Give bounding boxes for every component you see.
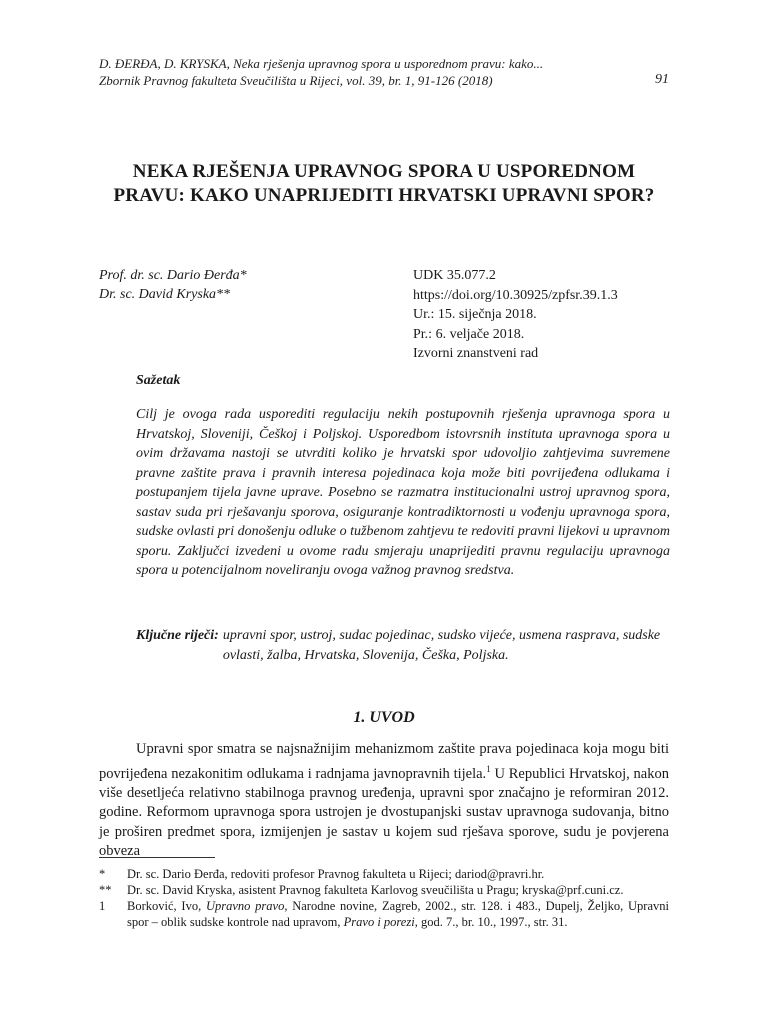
footnote-divider [99,857,215,858]
running-head-short-title: Neka rješenja upravnog spora u usporednom pravu: kako... [229,56,544,71]
keywords [136,626,670,665]
footnote-text: Dr. sc. David Kryska, asistent Pravnog fakulteta Karlovog sveučilišta u Pragu; kryska@prf.cuni.cz. [127,883,624,897]
footnote-mark: 1 [99,899,106,913]
footnote-text-part: , Narodne novine, Zagreb, 2002., str. 128. i 483., Dupelj, Željko, Upravni spor – oblik sudske kontrole nad upravom, [127,899,669,929]
running-head-authors: D. ĐERĐA, D. KRYSKA, [99,56,230,71]
doi-link[interactable]: https://doi.org/10.30925/zpfsr.39.1.3 [413,287,618,303]
footnote-text-part: Borković, Ivo, [127,899,206,913]
footnote-cited-journal: Pravo i porezi [343,915,415,929]
received-date: Ur.: 15. siječnja 2018. [413,307,537,322]
footnotes [99,866,669,930]
authors [99,266,247,304]
abstract-text: Cilj je ovoga rada usporediti regulaciju nekih postupovnih rješenja upravnoga spora u Hrvatskoj, Sloveniji, Češkoj i Poljskoj. Usporedbom istovrsnih instituta upravnoga spora u ovim državama nastoji se utvrditi koliko je hrvatski spor udovoljio zahtjevima suvremene pravne zaštite prava i pravnih interesa pojedinaca koja može biti povrijeđena odlukama i postupanjem tijela javne uprave. Posebno se razmatra institucionalni ustroj upravnog spora, sastav suda pri rješavanju sporova, osiguranje kontradiktornosti u vođenju upravnoga spora, sudske ovlasti pri donošenju odluke o tužbenom zahtjevu te redoviti pravni lijekovi u upravnom sporu. Zaključci izvedeni u ovome radu smjeraju unaprijediti pravnu regulaciju upravnoga spora u potencijalnom noveliranju ovoga važnog pravnog sredstva. [136,407,670,578]
author-1: Prof. dr. sc. Dario Đerđa* [99,268,247,283]
footnote-mark: ** [99,883,112,897]
intro-text-part2: U Republici Hrvatskoj, nakon više desetljeća relativno stabilnoga pravnog uređenja, upravni spor značajno je reformiran 2012. godine. Reformom upravnoga spora ustrojen je dvostupanjski sustav upravnoga sudovanja, bitno je proširen predmet spora, izmijenjen je sastav u kojem sud rješava sporove, sudu je povjerena obveza [99,765,669,860]
intro-text-part1: Upravni spor smatra se najsnažnijim mehanizmom zaštite prava pojedinaca koja mogu biti povrijeđena nezakonitim odlukama i radnjama javnopravnih tijela. [99,741,669,782]
footnote [99,866,669,882]
footnote [99,898,669,930]
article-meta [413,266,618,364]
footnote-text-part: , god. 7., br. 10., 1997., str. 31. [414,915,568,929]
footnote-mark: * [99,867,106,881]
running-head-journal: Zbornik Pravnog fakulteta Sveučilišta u Rijeci, vol. 39, br. 1, 91-126 (2018) [99,73,493,88]
footnote-ref-1[interactable]: 1 [486,763,491,774]
running-head-line1 [99,55,669,72]
article-title: NEKA RJEŠENJA UPRAVNOG SPORA U USPOREDNOM PRAVU: KAKO UNAPRIJEDITI HRVATSKI UPRAVNI SPOR? [113,161,655,206]
udk: UDK 35.077.2 [413,268,496,283]
footnote-text: Dr. sc. Dario Đerđa, redoviti profesor Pravnog fakulteta u Rijeci; dariod@pravri.hr. [127,867,545,881]
footnote-text [127,898,669,930]
footnote [99,882,669,898]
author-2: Dr. sc. David Kryska** [99,287,231,302]
abstract-heading: Sažetak [136,373,181,388]
article-type: Izvorni znanstveni rad [413,346,539,361]
footnote-cited-title: Upravno pravo [205,899,285,913]
running-head [99,55,669,89]
keywords-text: upravni spor, ustroj, sudac pojedinac, sudsko vijeće, usmena rasprava, sudske ovlasti, žalba, Hrvatska, Slovenija, Češka, Poljska. [222,628,661,663]
intro-paragraph [99,740,669,862]
section-heading: 1. UVOD [353,709,415,726]
page-number: 91 [655,72,669,87]
accepted-date: Pr.: 6. veljače 2018. [413,326,525,342]
keywords-label: Ključne riječi: [136,628,219,643]
